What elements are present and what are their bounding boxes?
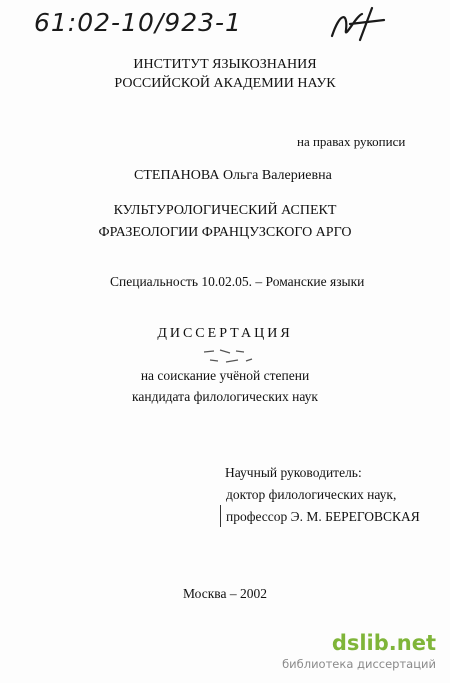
supervisor-label: Научный руководитель: — [225, 465, 362, 480]
stamp-marks — [200, 346, 260, 368]
academy-name: РОССИЙСКОЙ АКАДЕМИИ НАУК — [114, 76, 336, 91]
dissertation-title-line2: ФРАЗЕОЛОГИИ ФРАНЦУЗСКОГО АРГО — [98, 225, 352, 240]
rights-note: на правах рукописи — [297, 134, 406, 149]
watermark-domain: .net — [388, 631, 436, 655]
signature-mark — [326, 6, 388, 46]
institute-name: ИНСТИТУТ ЯЗЫКОЗНАНИЯ — [133, 57, 317, 72]
degree-line2: кандидата филологических наук — [132, 389, 318, 404]
supervisor-degree: доктор филологических наук, — [226, 487, 397, 502]
specialty: Специальность 10.02.05. – Романские языки — [110, 274, 365, 289]
supervisor-name: профессор Э. М. БЕРЕГОВСКАЯ — [226, 509, 420, 524]
work-type: ДИССЕРТАЦИЯ — [157, 326, 293, 341]
degree-line1: на соискание учёной степени — [140, 368, 310, 383]
dissertation-title-line1: КУЛЬТУРОЛОГИЧЕСКИЙ АСПЕКТ — [113, 203, 337, 218]
author-name: СТЕПАНОВА Ольга Валериевна — [134, 168, 332, 183]
margin-mark — [220, 505, 221, 527]
archive-number: 61:02-10/923-1 — [34, 8, 242, 37]
watermark-brand: dslib — [331, 631, 389, 655]
watermark-logo — [236, 630, 436, 672]
watermark-tagline: библиотека диссертаций — [282, 657, 436, 671]
city-year: Москва – 2002 — [183, 586, 267, 601]
